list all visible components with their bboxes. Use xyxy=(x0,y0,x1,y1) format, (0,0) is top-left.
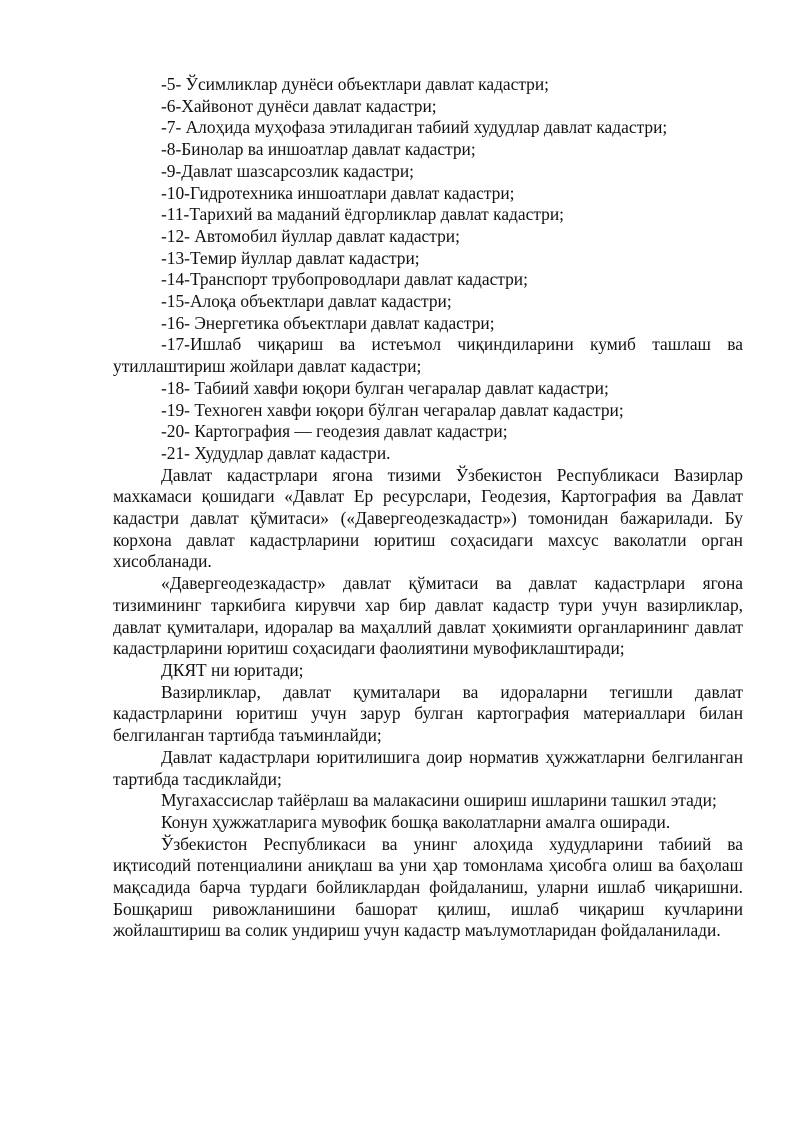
document-page xyxy=(113,74,743,942)
list-item: -10-Гидротехника иншоатлари давлат кадастри; xyxy=(161,182,515,203)
list-item: -12- Автомобил йуллар давлат кадастри; xyxy=(161,225,460,246)
paragraph: Ўзбекистон Республикаси ва унинг алоҳида худудларини табиий ва иқтисодий потенциалини аниқлаш ва уни ҳар томонлама ҳисобга олиш ва баҳолаш мақсадида барча турдаги бойликлардан фойдаланиш, уларни ишлаб чиқаришни. Бошқариш ривожланишини башорат қилиш, ишлаб чиқариш кучларини жойлаштириш ва солик ундириш учун кадастр маълумотларидан фойдаланилади. xyxy=(113,833,743,941)
list-item: -11-Тарихий ва маданий ёдгорликлар давлат кадастри; xyxy=(161,204,564,225)
list-item: -20- Картография — геодезия давлат кадастри; xyxy=(161,421,508,442)
list-item: -7- Алоҳида муҳофаза этиладиган табиий худудлар давлат кадастри; xyxy=(161,117,668,138)
list-item: -9-Давлат шазсарсозлик кадастри; xyxy=(161,160,414,181)
paragraph: Давлат кадастрлари юритилишига доир норматив ҳужжатларни белгиланган тартибда тасдиклайди; xyxy=(113,746,743,789)
cadastre-list xyxy=(113,74,743,465)
paragraph: Давлат кадастрлари ягона тизими Ўзбекистон Республикаси Вазирлар махкамаси қошидаги «Давлат Ер ресурслари, Геодезия, Картография ва Давлат кадастри давлат қўмитаси» («Давергеодезкадастр») томонидан бажарилади. Бу корхона давлат кадастрларини юритиш соҳасидаги махсус ваколатли орган хисобланади. xyxy=(113,464,743,572)
list-item: -21- Худудлар давлат кадастри. xyxy=(161,442,391,463)
body-text xyxy=(113,465,743,942)
paragraph: Мугахассислар тайёрлаш ва малакасини ошириш ишларини ташкил этади; xyxy=(161,790,717,811)
paragraph: Вазирликлар, давлат қумиталари ва идораларни тегишли давлат кадастрларини юритиш учун зарур булган картография материаллари билан белгиланган тартибда таъминлайди; xyxy=(113,681,743,746)
paragraph: Конун ҳужжатларига мувофик бошқа ваколатларни амалга оширади. xyxy=(161,811,671,832)
list-item: -18- Табиий хавфи юқори булган чегаралар давлат кадастри; xyxy=(161,377,609,398)
list-item: -6-Хайвонот дунёси давлат кадастри; xyxy=(161,95,437,116)
list-item: -5- Ўсимликлар дунёси объектлари давлат кадастри; xyxy=(161,74,550,94)
paragraph: «Давергеодезкадастр» давлат қўмитаси ва давлат кадастрлари ягона тизимининг таркибига кирувчи хар бир давлат кадастр тури учун вазирликлар, давлат қумиталари, идоралар ва маҳаллий давлат ҳокимияти органларининг давлат кадастрларини юритиш соҳасидаги фаолиятини мувофиклаштиради; xyxy=(113,573,743,659)
list-item: -8-Бинолар ва иншоатлар давлат кадастри; xyxy=(161,139,476,160)
list-item: -14-Транспорт трубопроводлари давлат кадастри; xyxy=(161,269,528,290)
list-item: -16- Энергетика объектлари давлат кадастри; xyxy=(161,312,495,333)
list-item: -13-Темир йуллар давлат кадастри; xyxy=(161,247,420,268)
paragraph: ДКЯТ ни юритади; xyxy=(161,659,304,680)
list-item: -19- Техноген хавфи юқори бўлган чегаралар давлат кадастри; xyxy=(161,399,624,420)
list-item: -15-Алоқа объектлари давлат кадастри; xyxy=(161,291,452,312)
list-item-17: -17-Ишлаб чиқариш ва истеъмол чиқиндиларини кумиб ташлаш ва утиллаштириш жойлари давлат кадастри; xyxy=(113,334,743,377)
